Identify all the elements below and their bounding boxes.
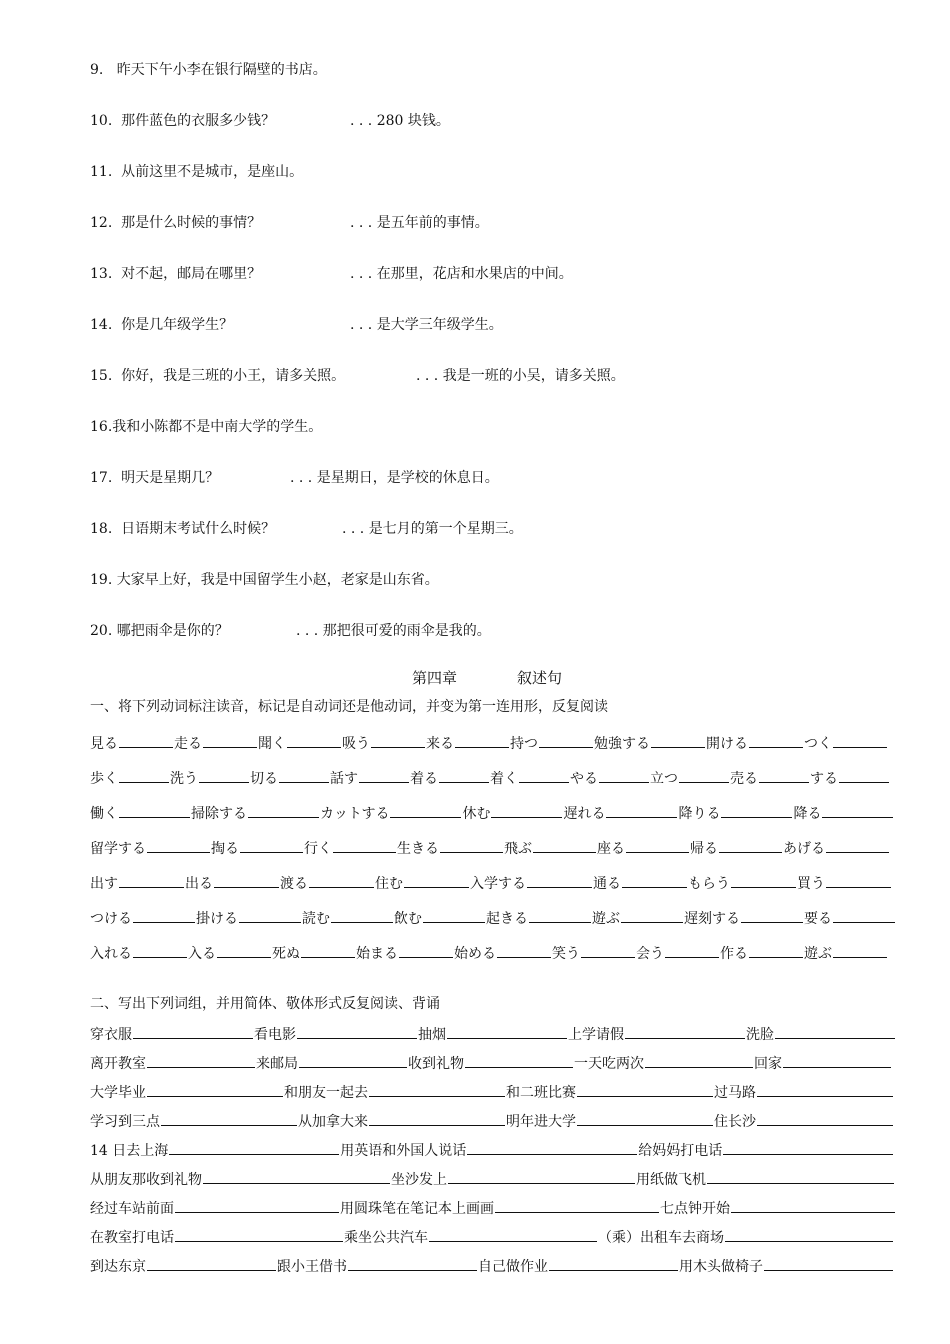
exercise-word: 在教室打电话: [90, 1230, 174, 1246]
answer-blank[interactable]: [203, 1169, 390, 1184]
exercise-word: 洗う: [170, 771, 198, 787]
exercise-word: 出す: [90, 876, 118, 892]
answer-blank[interactable]: [119, 733, 173, 748]
sentence-20: [90, 622, 229, 640]
answer-blank[interactable]: [133, 1024, 253, 1039]
answer-blank[interactable]: [529, 908, 591, 923]
sentence-10: [90, 112, 275, 130]
answer-blank[interactable]: [759, 768, 809, 783]
answer-blank[interactable]: [390, 803, 461, 818]
answer-blank[interactable]: [495, 1198, 659, 1213]
exercise-word: 行く: [304, 841, 332, 857]
exercise-word: 跟小王借书: [277, 1259, 347, 1275]
exercise-word: 14 日去上海: [90, 1143, 169, 1159]
sentence-18: [90, 520, 275, 538]
section1-title: 一、将下列动词标注读音，标记是自动词还是他动词，并变为第一连用形，反复阅读: [90, 699, 608, 715]
exercise-word: 持つ: [510, 736, 538, 752]
answer-blank[interactable]: [757, 1111, 893, 1126]
answer-blank[interactable]: [467, 1140, 637, 1155]
answer-blank[interactable]: [333, 838, 396, 853]
sentence-10-answer: . . . 280 块钱。: [350, 113, 450, 129]
sentence-number: 16.: [90, 419, 113, 435]
answer-blank[interactable]: [203, 733, 257, 748]
exercise-word: 掛ける: [196, 911, 238, 927]
sentence-question: 大家早上好，我是中国留学生小赵，老家是山东省。: [116, 572, 439, 588]
sentence-19: [90, 571, 439, 589]
exercise-word: 坐沙发上: [391, 1172, 447, 1188]
answer-blank[interactable]: [723, 1140, 893, 1155]
exercise-word: 入学する: [470, 876, 526, 892]
sentence-13-answer: . . . 在那里，花店和水果店的中间。: [350, 266, 573, 282]
section2-row: [90, 1256, 896, 1276]
answer-blank[interactable]: [147, 1082, 283, 1097]
answer-blank[interactable]: [549, 1256, 678, 1271]
exercise-word: 飲む: [394, 911, 422, 927]
sentence-number: 14.: [90, 317, 113, 333]
answer-blank[interactable]: [719, 838, 782, 853]
sentence-question: 哪把雨伞是你的？: [116, 623, 229, 639]
answer-blank[interactable]: [161, 1111, 297, 1126]
answer-blank[interactable]: [404, 873, 469, 888]
sentence-question: 你是几年级学生？: [121, 317, 234, 333]
sentence-number: 10.: [90, 113, 113, 129]
exercise-word: 着く: [490, 771, 518, 787]
exercise-word: 飛ぶ: [504, 841, 532, 857]
sentence-number: 13.: [90, 266, 113, 282]
exercise-word: 降る: [793, 806, 822, 822]
answer-blank[interactable]: [725, 1227, 893, 1242]
answer-blank[interactable]: [645, 1053, 753, 1068]
exercise-word: 要る: [804, 911, 832, 927]
sentence-question: 你好，我是三班的小王，请多关照。: [121, 368, 346, 384]
exercise-word: 話す: [330, 771, 358, 787]
answer-blank[interactable]: [369, 1111, 505, 1126]
answer-blank[interactable]: [448, 1169, 635, 1184]
sentence-question: 我和小陈都不是中南大学的学生。: [112, 419, 323, 435]
section1-row: [90, 803, 896, 823]
section1-row: [90, 908, 896, 928]
answer-blank[interactable]: [248, 803, 319, 818]
answer-blank[interactable]: [731, 1198, 895, 1213]
answer-blank[interactable]: [301, 943, 355, 958]
answer-blank[interactable]: [822, 803, 893, 818]
answer-blank[interactable]: [240, 838, 303, 853]
exercise-word: 遊ぶ: [592, 911, 620, 927]
answer-blank[interactable]: [625, 1024, 745, 1039]
sentence-18-answer: . . . 是七月的第一个星期三。: [342, 521, 523, 537]
exercise-word: 歩く: [90, 771, 118, 787]
answer-blank[interactable]: [626, 838, 689, 853]
answer-blank[interactable]: [527, 873, 592, 888]
exercise-word: 起きる: [486, 911, 528, 927]
section2-row: [90, 1024, 896, 1044]
answer-blank[interactable]: [423, 908, 485, 923]
answer-blank[interactable]: [497, 943, 551, 958]
answer-blank[interactable]: [175, 1227, 343, 1242]
exercise-word: 座る: [597, 841, 625, 857]
exercise-word: 来る: [426, 736, 454, 752]
section2-row: [90, 1140, 896, 1160]
exercise-word: 掃除する: [191, 806, 247, 822]
exercise-word: 离开教室: [90, 1056, 146, 1072]
exercise-word: 和朋友一起去: [284, 1085, 368, 1101]
exercise-word: 通る: [593, 876, 621, 892]
answer-blank[interactable]: [651, 733, 705, 748]
exercise-word: 学习到三点: [90, 1114, 160, 1130]
exercise-word: 用圆珠笔在笔记本上画画: [340, 1201, 494, 1217]
exercise-word: 立つ: [650, 771, 678, 787]
exercise-word: 来邮局: [256, 1056, 298, 1072]
exercise-word: 出る: [185, 876, 213, 892]
answer-blank[interactable]: [440, 838, 503, 853]
answer-blank[interactable]: [741, 908, 803, 923]
exercise-word: 笑う: [552, 946, 580, 962]
sentence-14: [90, 316, 233, 334]
exercise-word: 一天吃两次: [574, 1056, 644, 1072]
sentence-question: 那是什么时候的事情？: [121, 215, 262, 231]
answer-blank[interactable]: [775, 1024, 895, 1039]
answer-blank[interactable]: [679, 768, 729, 783]
exercise-word: 和二班比赛: [506, 1085, 576, 1101]
exercise-word: 入れる: [90, 946, 132, 962]
exercise-word: 住む: [375, 876, 403, 892]
sentence-number: 9.: [90, 62, 104, 78]
section1-row: [90, 873, 896, 893]
exercise-word: 遊ぶ: [804, 946, 832, 962]
exercise-word: 吸う: [342, 736, 370, 752]
answer-blank[interactable]: [721, 803, 792, 818]
sentence-11: [90, 163, 303, 181]
sentence-15-answer: . . . 我是一班的小吴，请多关照。: [416, 368, 625, 384]
answer-blank[interactable]: [833, 908, 895, 923]
answer-blank[interactable]: [119, 873, 184, 888]
exercise-word: もらう: [688, 876, 730, 892]
answer-blank[interactable]: [839, 768, 889, 783]
sentence-15: [90, 367, 345, 385]
exercise-word: 洗脸: [746, 1027, 774, 1043]
sentence-question: 明天是星期几？: [121, 470, 220, 486]
exercise-word: 过马路: [714, 1085, 756, 1101]
section1-row: [90, 838, 896, 858]
exercise-word: 会う: [636, 946, 664, 962]
exercise-word: 用英语和外国人说话: [340, 1143, 467, 1159]
exercise-word: 開ける: [706, 736, 748, 752]
section1-row: [90, 733, 896, 753]
sentence-question: 昨天下午小李在银行隔壁的书店。: [116, 62, 327, 78]
answer-blank[interactable]: [533, 838, 596, 853]
chapter-heading: [412, 669, 562, 687]
exercise-word: カットする: [320, 806, 390, 822]
exercise-word: する: [810, 771, 838, 787]
sentence-12: [90, 214, 261, 232]
exercise-word: 明年进大学: [506, 1114, 576, 1130]
exercise-word: 回家: [754, 1056, 782, 1072]
answer-blank[interactable]: [455, 733, 509, 748]
section2-row: [90, 1169, 896, 1189]
exercise-word: 降りる: [678, 806, 721, 822]
exercise-word: 売る: [730, 771, 758, 787]
exercise-word: 休む: [462, 806, 491, 822]
exercise-word: 走る: [174, 736, 202, 752]
exercise-word: 入る: [188, 946, 216, 962]
answer-blank[interactable]: [297, 1024, 417, 1039]
section2-row: [90, 1198, 896, 1218]
exercise-word: やる: [570, 771, 598, 787]
answer-blank[interactable]: [749, 733, 803, 748]
answer-blank[interactable]: [299, 1053, 407, 1068]
sentence-question: 对不起，邮局在哪里？: [121, 266, 262, 282]
answer-blank[interactable]: [465, 1053, 573, 1068]
sentence-number: 11.: [90, 164, 113, 180]
exercise-word: 掏る: [211, 841, 239, 857]
answer-blank[interactable]: [731, 873, 796, 888]
answer-blank[interactable]: [309, 873, 374, 888]
answer-blank[interactable]: [581, 943, 635, 958]
answer-blank[interactable]: [707, 1169, 894, 1184]
answer-blank[interactable]: [119, 803, 190, 818]
sentence-13: [90, 265, 261, 283]
answer-blank[interactable]: [599, 768, 649, 783]
exercise-word: 抽烟: [418, 1027, 446, 1043]
exercise-word: 经过车站前面: [90, 1201, 174, 1217]
section2-row: [90, 1082, 896, 1102]
answer-blank[interactable]: [147, 838, 210, 853]
answer-blank[interactable]: [621, 908, 683, 923]
sentence-16: [90, 418, 322, 436]
answer-blank[interactable]: [783, 1053, 891, 1068]
answer-blank[interactable]: [133, 943, 187, 958]
sentence-17-answer: . . . 是星期日，是学校的休息日。: [290, 470, 499, 486]
section2-row: [90, 1053, 896, 1073]
sentence-question: 从前这里不是城市，是座山。: [121, 164, 304, 180]
sentence-number: 17.: [90, 470, 113, 486]
exercise-word: 聞く: [258, 736, 286, 752]
exercise-word: あげる: [783, 841, 825, 857]
answer-blank[interactable]: [217, 943, 271, 958]
answer-blank[interactable]: [833, 733, 887, 748]
exercise-word: 死ぬ: [272, 946, 300, 962]
exercise-word: 收到礼物: [408, 1056, 464, 1072]
answer-blank[interactable]: [371, 733, 425, 748]
exercise-word: 七点钟开始: [660, 1201, 730, 1217]
exercise-word: 用纸做飞机: [636, 1172, 706, 1188]
answer-blank[interactable]: [369, 1082, 505, 1097]
answer-blank[interactable]: [665, 943, 719, 958]
sentence-number: 18.: [90, 521, 113, 537]
answer-blank[interactable]: [147, 1256, 276, 1271]
exercise-word: 乘坐公共汽车: [344, 1230, 428, 1246]
answer-blank[interactable]: [359, 768, 409, 783]
exercise-word: 遅れる: [563, 806, 606, 822]
answer-blank[interactable]: [169, 1140, 339, 1155]
answer-blank[interactable]: [239, 908, 301, 923]
section2-row: [90, 1111, 896, 1131]
sentence-question: 那件蓝色的衣服多少钱？: [121, 113, 276, 129]
answer-blank[interactable]: [214, 873, 279, 888]
exercise-word: 帰る: [690, 841, 718, 857]
exercise-word: 遅刻する: [684, 911, 740, 927]
exercise-word: 穿衣服: [90, 1027, 132, 1043]
answer-blank[interactable]: [429, 1227, 597, 1242]
answer-blank[interactable]: [606, 803, 677, 818]
answer-blank[interactable]: [622, 873, 687, 888]
sentence-20-answer: . . . 那把很可爱的雨伞是我的。: [296, 623, 491, 639]
answer-blank[interactable]: [757, 1082, 893, 1097]
answer-blank[interactable]: [199, 768, 249, 783]
answer-blank[interactable]: [577, 1111, 713, 1126]
exercise-word: 切る: [250, 771, 278, 787]
answer-blank[interactable]: [287, 733, 341, 748]
exercise-word: 到达东京: [90, 1259, 146, 1275]
sentence-question: 日语期末考试什么时候？: [121, 521, 276, 537]
sentence-14-answer: . . . 是大学三年级学生。: [350, 317, 503, 333]
exercise-word: 渡る: [280, 876, 308, 892]
exercise-word: 用木头做椅子: [679, 1259, 763, 1275]
answer-blank[interactable]: [175, 1198, 339, 1213]
answer-blank[interactable]: [133, 908, 195, 923]
answer-blank[interactable]: [279, 768, 329, 783]
answer-blank[interactable]: [491, 803, 562, 818]
answer-blank[interactable]: [447, 1024, 567, 1039]
exercise-word: 留学する: [90, 841, 146, 857]
exercise-word: 住长沙: [714, 1114, 756, 1130]
chapter-title: 叙述句: [517, 669, 563, 687]
answer-blank[interactable]: [519, 768, 569, 783]
answer-blank[interactable]: [439, 768, 489, 783]
answer-blank[interactable]: [331, 908, 393, 923]
chapter-number: 第四章: [412, 669, 458, 687]
section1-row: [90, 943, 896, 963]
answer-blank[interactable]: [764, 1256, 893, 1271]
exercise-word: （乘）出租车去商场: [598, 1230, 724, 1246]
section1-row: [90, 768, 896, 788]
exercise-word: 作る: [720, 946, 748, 962]
section2-title: 二、写出下列词组，并用简体、敬体形式反复阅读、背诵: [90, 996, 440, 1012]
exercise-word: 勉強する: [594, 736, 650, 752]
answer-blank[interactable]: [749, 943, 803, 958]
sentence-number: 15.: [90, 368, 113, 384]
answer-blank[interactable]: [577, 1082, 713, 1097]
exercise-word: 给妈妈打电话: [638, 1143, 723, 1159]
exercise-word: 生きる: [397, 841, 439, 857]
exercise-word: 始める: [454, 946, 496, 962]
exercise-word: 大学毕业: [90, 1085, 146, 1101]
answer-blank[interactable]: [399, 943, 453, 958]
section2-row: [90, 1227, 896, 1247]
answer-blank[interactable]: [147, 1053, 255, 1068]
answer-blank[interactable]: [348, 1256, 477, 1271]
exercise-word: つく: [804, 736, 832, 752]
answer-blank[interactable]: [119, 768, 169, 783]
exercise-word: つける: [90, 911, 132, 927]
exercise-word: 上学请假: [568, 1027, 624, 1043]
exercise-word: 从加拿大来: [298, 1114, 368, 1130]
exercise-word: 着る: [410, 771, 438, 787]
exercise-word: 買う: [797, 876, 825, 892]
exercise-word: 看电影: [254, 1027, 296, 1043]
exercise-word: 自己做作业: [478, 1259, 548, 1275]
exercise-word: 始まる: [356, 946, 398, 962]
exercise-word: 从朋友那收到礼物: [90, 1172, 202, 1188]
exercise-word: 働く: [90, 806, 118, 822]
exercise-word: 見る: [90, 736, 118, 752]
answer-blank[interactable]: [826, 873, 891, 888]
sentence-number: 20.: [90, 623, 113, 639]
sentence-number: 19.: [90, 572, 113, 588]
answer-blank[interactable]: [833, 943, 887, 958]
sentence-9: [90, 61, 327, 79]
sentence-12-answer: . . . 是五年前的事情。: [350, 215, 489, 231]
answer-blank[interactable]: [826, 838, 889, 853]
answer-blank[interactable]: [539, 733, 593, 748]
exercise-word: 読む: [302, 911, 330, 927]
sentence-number: 12.: [90, 215, 113, 231]
sentence-17: [90, 469, 219, 487]
